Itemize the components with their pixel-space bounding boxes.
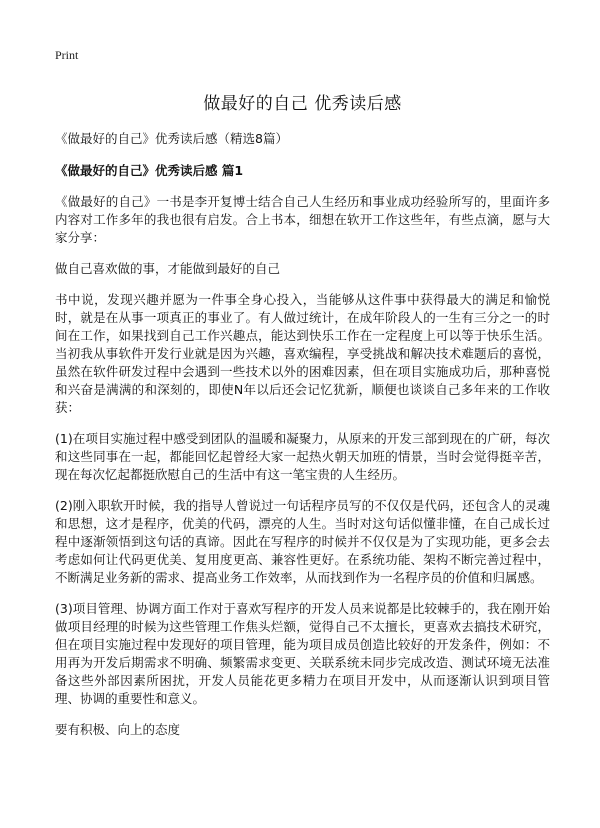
print-link[interactable]: Print [55,48,79,62]
paragraph-body: 书中说，发现兴趣并愿为一件事全身心投入，当能够从这件事中获得最大的满足和愉悦时，就是在从事一项真正的事业了。有人做过统计，在成年阶段人的一生有三分之一的时间在工作，如果找到自己工作兴趣点，能达到快乐工作在一定程度上可以等于快乐生活。当初我从事软件开发行业就是因为兴趣，喜欢编程，享受挑战和解决技术难题后的喜悦，虽然在软件研发过程中会遇到一些技术以外的困难因素，但在项目实施成功后，那种喜悦和兴奋是满满的和深刻的，即使N年以后还会记忆犹新，顺便也谈谈自己多年来的工作收获： [55,292,550,415]
paragraph-theme: 做自己喜欢做的事，才能做到最好的自己 [55,261,281,276]
document-page [55,44,550,752]
paragraph-intro: 《做最好的自己》一书是李开复博士结合自己人生经历和事业成功经验所写的，里面许多内容对工作多年的我也很有启发。合上书本，细想在软开工作这些年，有些点滴，愿与大家分享： [55,194,550,245]
paragraph-point-1: (1)在项目实施过程中感受到团队的温暖和凝聚力，从原来的开发三部到现在的广研，每次和这些同事在一起，都能回忆起曾经大家一起热火朝天加班的情景，当时会觉得挺辛苦，现在每次忆起都挺欣慰自己的生活中有这一笔宝贵的人生经历。 [55,431,550,482]
paragraph-point-2: (2)刚入职软开时候，我的指导人曾说过一句话程序员写的不仅仅是代码，还包含人的灵魂和思想，这才是程序，优美的代码，漂亮的人生。当时对这句话似懂非懂，在自己成长过程中逐渐领悟到这句话的真谛。因此在写程序的时候并不仅仅是为了实现功能，更多会去考虑如何让代码更优美、复用度更高、兼容性更好。在系统功能、架构不断完善过程中，不断满足业务新的需求、提高业务工作效率，从而找到作为一名程序员的价值和归属感。 [55,498,550,585]
paragraph-theme-2: 要有积极、向上的态度 [55,722,181,737]
paragraph-point-3: (3)项目管理、协调方面工作对于喜欢写程序的开发人员来说都是比较棘手的，我在刚开始做项目经理的时候为这些管理工作焦头烂额，觉得自己不太擅长，更喜欢去搞技术研究，但在项目实施过程中发现好的项目管理，能为项目成员创造比较好的开发条件，例如：不用再为开发后期需求不明确、频繁需求变更、关联系统未同步完成改造、测试环境无法准备这些外部因素所困扰，开发人员能花更多精力在项目开发中，从而逐渐认识到项目管理、协调的重要性和意义。 [55,601,550,706]
document-subtitle: 《做最好的自己》优秀读后感（精选8篇） [55,131,288,146]
section-heading: 《做最好的自己》优秀读后感 篇1 [55,163,244,178]
page-title: 做最好的自己 优秀读后感 [203,94,402,114]
